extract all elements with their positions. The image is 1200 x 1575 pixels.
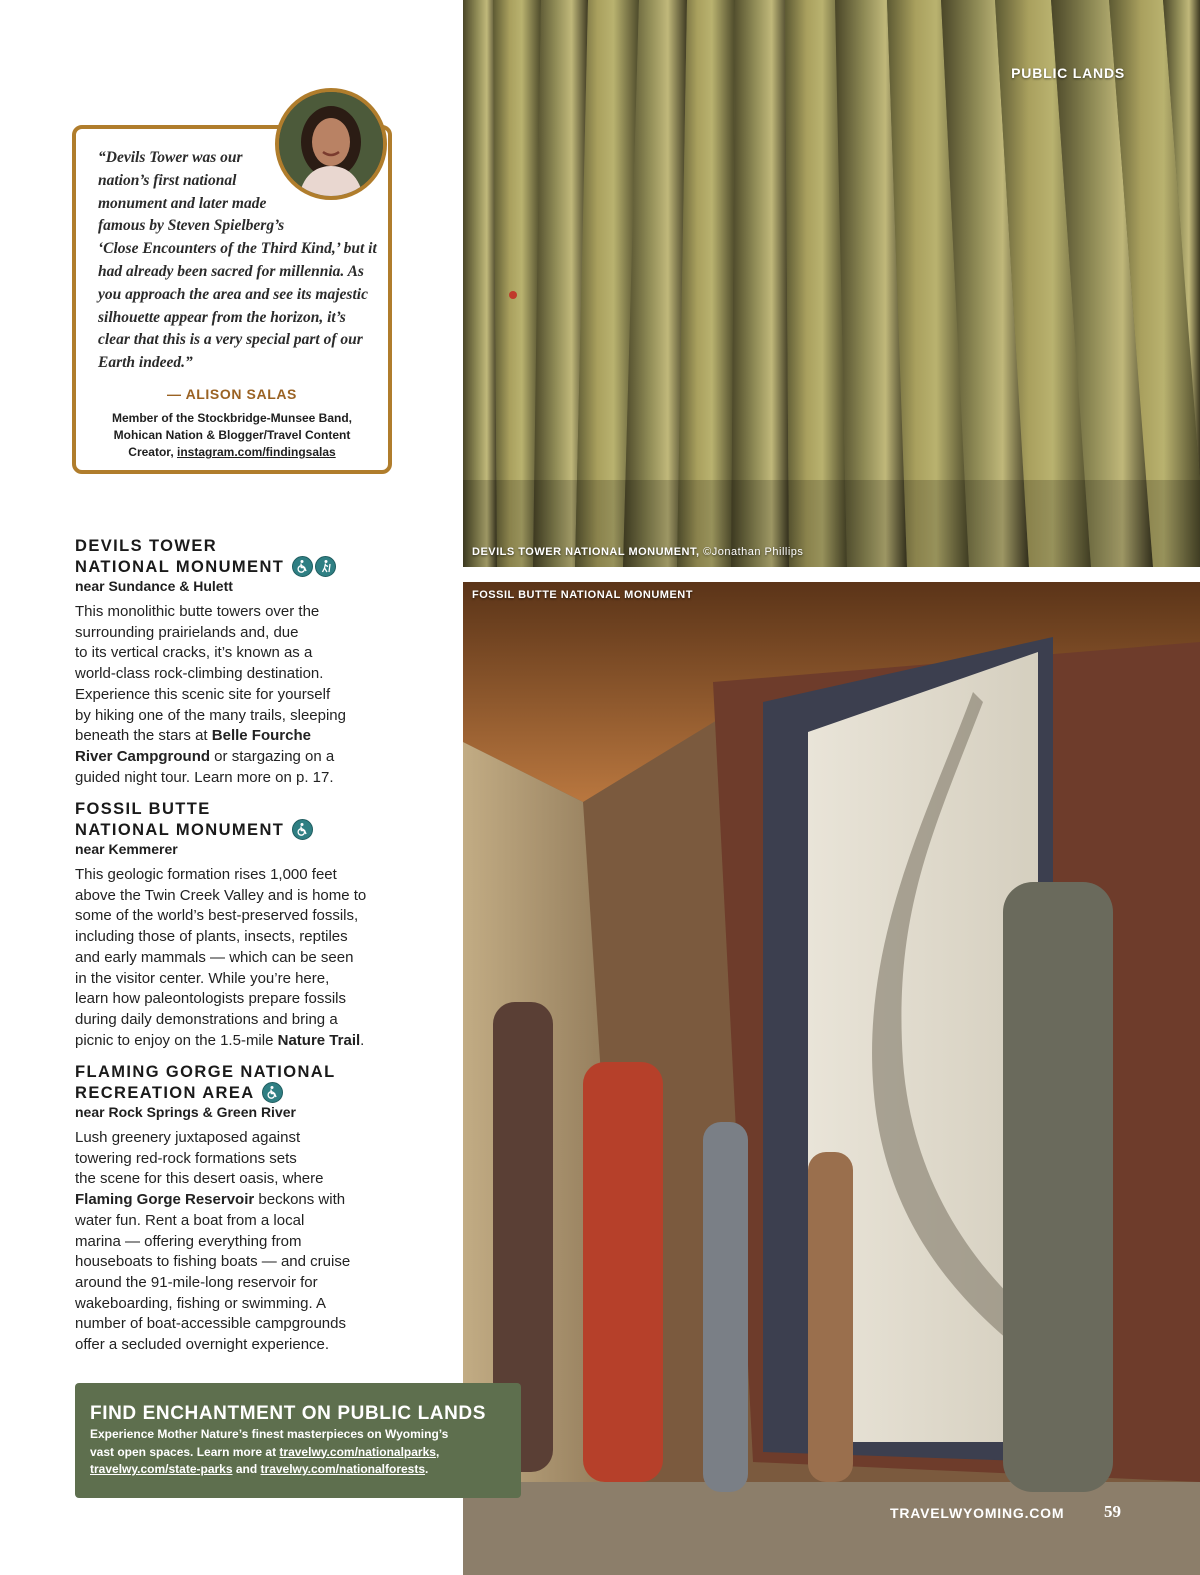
body-line: surrounding prairielands and, due xyxy=(75,623,299,641)
body-line: the scene for this desert oasis, where xyxy=(75,1170,324,1188)
callout-line xyxy=(90,1461,510,1479)
callout-line: Experience Mother Nature’s finest masterpieces on Wyoming’s xyxy=(90,1427,449,1441)
body-line: around the 91-mile-long reservoir for xyxy=(75,1273,318,1291)
campground-name: Belle Fourche xyxy=(211,727,311,745)
body-line xyxy=(75,1031,415,1052)
avatar xyxy=(275,88,387,200)
quote-line: Earth indeed.” xyxy=(98,354,193,372)
nationalparks-link[interactable]: travelwy.com/nationalparks xyxy=(279,1444,436,1459)
campground-name: River Campground xyxy=(75,747,211,765)
entry-location: near Rock Springs & Green River xyxy=(75,1104,296,1120)
quote-line: ‘Close Encounters of the Third Kind,’ but it xyxy=(98,240,377,258)
title-line xyxy=(75,1082,415,1103)
title-line: FOSSIL BUTTE xyxy=(75,800,211,818)
title-text: NATIONAL MONUMENT xyxy=(75,821,285,839)
entry-body xyxy=(75,865,415,1051)
callout-text: vast open spaces. Learn more at xyxy=(90,1444,280,1459)
body-line: including those of plants, insects, reptiles xyxy=(75,928,348,946)
instagram-link[interactable]: instagram.com/findingsalas xyxy=(176,445,336,459)
body-line: world-class rock-climbing destination. xyxy=(75,665,324,683)
body-line: wakeboarding, fishing or swimming. A xyxy=(75,1294,326,1312)
body-line: marina — offering everything from xyxy=(75,1232,302,1250)
quote-line: silhouette appear from the horizon, it’s xyxy=(98,308,346,326)
entry-fossil-butte xyxy=(75,800,415,1051)
photo-caption-devils-tower xyxy=(472,546,803,558)
body-line: water fun. Rent a boat from a local xyxy=(75,1211,305,1229)
nationalforests-link[interactable]: travelwy.com/nationalforests xyxy=(260,1462,426,1476)
portrait-illustration xyxy=(279,92,383,196)
quote-line: famous by Steven Spielberg’s xyxy=(98,217,285,235)
title-text: RECREATION AREA xyxy=(75,1084,254,1102)
quote-author-role xyxy=(86,410,378,461)
entry-devils-tower xyxy=(75,537,415,788)
title-line: FLAMING GORGE NATIONAL xyxy=(75,1063,336,1081)
body-line xyxy=(75,747,415,768)
accessibility-icon xyxy=(262,1082,283,1103)
entry-title xyxy=(75,537,415,577)
body-line xyxy=(75,726,415,747)
body-line: guided night tour. Learn more on p. 17. xyxy=(75,768,334,786)
quote-line: “Devils Tower was our xyxy=(98,149,243,166)
accessibility-icon xyxy=(292,819,313,840)
entry-title xyxy=(75,1063,415,1103)
quote-line: monument and later made xyxy=(98,194,267,212)
body-text: beneath the stars at xyxy=(75,727,212,745)
title-line: DEVILS TOWER xyxy=(75,537,218,555)
body-line: Lush greenery juxtaposed against xyxy=(75,1129,301,1146)
callout-text: , xyxy=(435,1444,440,1459)
entry-body xyxy=(75,602,415,788)
body-line: during daily demonstrations and bring a xyxy=(75,1010,338,1028)
body-text: beckons with xyxy=(254,1191,346,1209)
hiking-icon xyxy=(315,556,336,577)
body-line xyxy=(75,1190,415,1211)
page-number: 59 xyxy=(1104,1502,1121,1521)
body-line: towering red-rock formations sets xyxy=(75,1149,297,1167)
body-line: some of the world’s best-preserved fossils, xyxy=(75,907,359,925)
body-line: to its vertical cracks, it’s known as a xyxy=(75,644,313,662)
body-line: Experience this scenic site for yourself xyxy=(75,685,331,703)
body-line: houseboats to fishing boats — and cruise xyxy=(75,1253,351,1271)
photo-credit: ©Jonathan Phillips xyxy=(703,546,804,558)
title-text: NATIONAL MONUMENT xyxy=(75,558,285,576)
body-line: above the Twin Creek Valley and is home to xyxy=(75,886,367,904)
role-line: Mohican Nation & Blogger/Travel Content xyxy=(113,428,351,442)
trail-name: Nature Trail xyxy=(277,1031,361,1049)
entry-flaming-gorge xyxy=(75,1063,415,1356)
quote-line: nation’s first national xyxy=(98,171,237,189)
accessibility-icon xyxy=(292,556,313,577)
devils-tower-photo xyxy=(463,0,1200,567)
body-line: number of boat-accessible campgrounds xyxy=(75,1315,346,1333)
callout-body xyxy=(90,1426,510,1479)
entry-title xyxy=(75,800,415,840)
title-line xyxy=(75,819,415,840)
quote-line: had already been sacred for millennia. As xyxy=(98,262,364,280)
body-line: and early mammals — which can be seen xyxy=(75,948,354,966)
quote-line: clear that this is a very special part of our xyxy=(98,331,363,349)
entry-location: near Kemmerer xyxy=(75,841,178,857)
public-lands-callout xyxy=(75,1383,521,1498)
reservoir-name: Flaming Gorge Reservoir xyxy=(75,1191,255,1209)
role-line xyxy=(86,444,378,461)
body-line: This monolithic butte towers over the xyxy=(75,603,320,620)
body-line: offer a secluded overnight experience. xyxy=(75,1336,330,1354)
quote-author: — ALISON SALAS xyxy=(167,386,297,402)
footer-site: TRAVELWYOMING.COM xyxy=(890,1505,1065,1521)
quote-line: you approach the area and see its majestic xyxy=(98,285,368,303)
state-parks-link[interactable]: travelwy.com/state-parks xyxy=(90,1462,233,1476)
section-label: PUBLIC LANDS xyxy=(1011,65,1125,81)
body-line: This geologic formation rises 1,000 feet xyxy=(75,866,337,883)
callout-line xyxy=(90,1444,510,1462)
rock-columns-illustration xyxy=(463,0,1200,567)
body-text: . xyxy=(360,1031,365,1049)
callout-text: . xyxy=(425,1462,429,1476)
fossil-butte-photo xyxy=(463,582,1200,1575)
body-line: learn how paleontologists prepare fossils xyxy=(75,990,346,1008)
entry-body xyxy=(75,1128,415,1356)
callout-text: and xyxy=(232,1462,261,1476)
role-prefix: Creator, xyxy=(128,445,177,459)
role-line: Member of the Stockbridge-Munsee Band, xyxy=(111,411,353,425)
title-line xyxy=(75,556,415,577)
fossil-exhibit-illustration xyxy=(463,582,1200,1575)
body-text: or stargazing on a xyxy=(210,747,335,765)
caption-text: DEVILS TOWER NATIONAL MONUMENT, xyxy=(472,546,700,558)
body-line: by hiking one of the many trails, sleeping xyxy=(75,706,346,724)
body-line: in the visitor center. While you’re here, xyxy=(75,969,330,987)
photo-caption-fossil-butte: FOSSIL BUTTE NATIONAL MONUMENT xyxy=(472,589,693,601)
callout-title: FIND ENCHANTMENT ON PUBLIC LANDS xyxy=(90,1403,487,1424)
body-text: picnic to enjoy on the 1.5-mile xyxy=(75,1031,278,1049)
entry-location: near Sundance & Hulett xyxy=(75,578,233,594)
